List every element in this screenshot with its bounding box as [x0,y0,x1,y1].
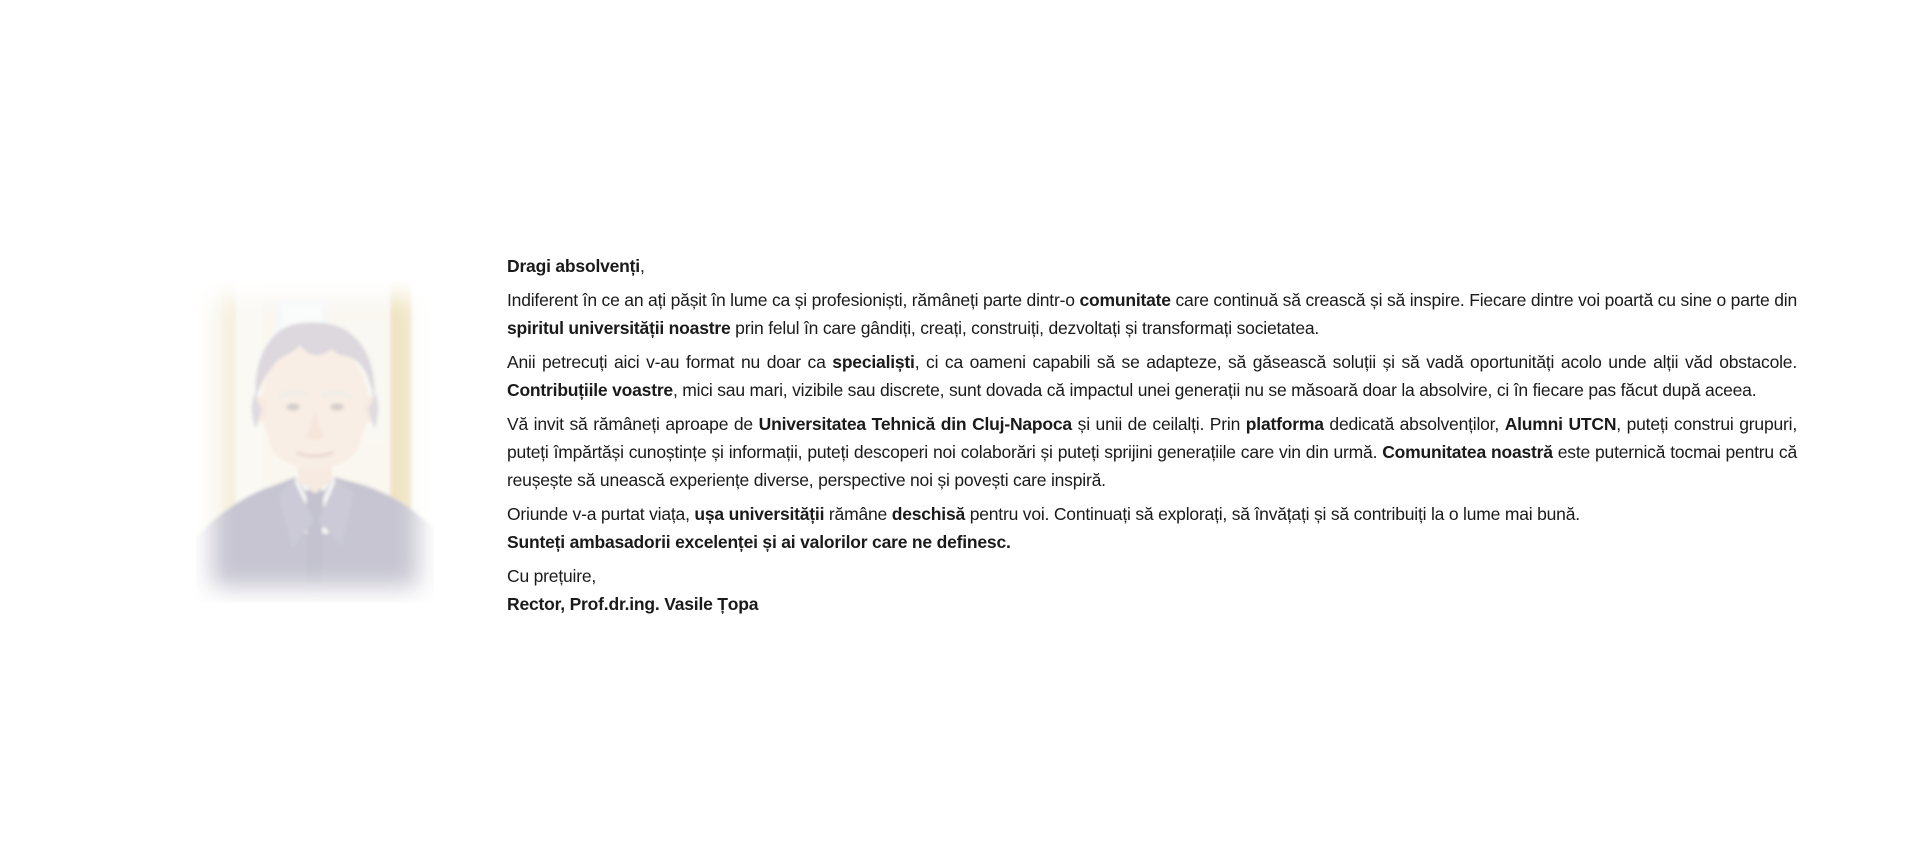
letter-text-bold: Universitatea Tehnică din Cluj-Napoca [758,414,1072,434]
letter-text-bold: Rector, Prof.dr.ing. Vasile Țopa [507,594,759,614]
paragraph-formation [507,348,1797,404]
letter-text: care continuă să crească și să inspire. Fiecare dintre voi poartă cu sine o parte din [1170,290,1797,310]
letter-text: prin felul în care gândiți, creați, construiți, dezvoltați și transformați societatea. [730,318,1320,338]
paragraph-community [507,286,1797,342]
letter-text: Anii petrecuți aici v-au format nu doar ca [507,352,833,372]
rector-portrait-illustration [196,281,434,603]
letter-text: pentru voi. Continuați să explorați, să învățați și să contribuiți la o lume mai bună. [965,504,1580,524]
letter-text-bold: Alumni UTCN [1504,414,1617,434]
letter-text-bold: Dragi absolvenți [507,256,640,276]
letter-text: și unii de ceilalți. Prin [1071,414,1246,434]
letter-text: , ci ca oameni capabili să se adapteze, să găsească soluții și să vadă oportunități acolo unde alții văd obstacole. [914,352,1798,372]
letter-text: Vă invit să rămâneți aproape de [507,414,759,434]
letter-text-bold: deschisă [891,504,966,524]
rector-portrait-photo [196,281,434,603]
letter-text: este puternică tocmai pentru că reușește să unească experiențe diverse, perspective noi și povești care inspiră. [507,442,1797,490]
closing-signature [507,562,1797,618]
letter-text-bold: Sunteți ambasadorii excelenței și ai valorilor care ne definesc. [507,532,1011,552]
letter-text: Indiferent în ce an ați pășit în lume ca și profesioniști, rămâneți parte dintr-o [507,290,1080,310]
letter-text-bold: spiritul universității noastre [507,318,731,338]
letter-text-bold: Contribuțiile voastre [507,380,673,400]
letter-text: , puteți construi grupuri, puteți împărtăși cunoștințe și informații, puteți descoperi noi colaborări și puteți sprijini generațiile care vin din urmă. [507,414,1797,462]
letter-text: rămâne [824,504,892,524]
salutation [507,252,1797,280]
letter-text: Oriunde v-a purtat viața, [507,504,695,524]
letter-text: , [639,256,645,276]
letter-text: dedicată absolvenților, [1323,414,1505,434]
letter-text-bold: ușa universității [694,504,825,524]
paragraph-invitation [507,410,1797,494]
letter-text-bold: specialiști [832,352,915,372]
letter-text: , mici sau mari, vizibile sau discrete, sunt dovada că impactul unei generații nu se măsoară doar la absolvire, ci în fiecare pas făcut după aceea. [672,380,1757,400]
letter-text-bold: comunitate [1079,290,1171,310]
paragraph-open-door [507,500,1797,556]
letter-text: Cu prețuire, [507,566,597,586]
letter-text-bold: Comunitatea noastră [1382,442,1553,462]
rector-letter [507,252,1797,624]
letter-text-bold: platforma [1245,414,1324,434]
